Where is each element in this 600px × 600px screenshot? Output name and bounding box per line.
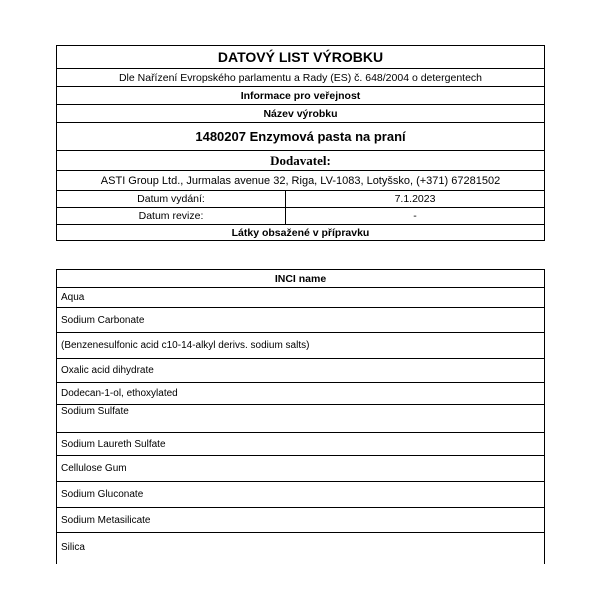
inci-cell: Dodecan-1-ol, ethoxylated (61, 388, 178, 399)
revision-date-label-cell (57, 208, 286, 224)
supplier-label-row (57, 151, 544, 171)
inci-cell: Sodium Carbonate (61, 314, 145, 326)
product-name-row (57, 123, 544, 151)
inci-cell: Cellulose Gum (61, 463, 127, 474)
table-row (57, 405, 544, 433)
inci-header-row (57, 270, 544, 288)
revision-date-label: Datum revize: (138, 210, 204, 222)
table-row (57, 482, 544, 508)
inci-cell: Aqua (61, 292, 85, 303)
table-row (57, 308, 544, 333)
inci-cell: Sodium Metasilicate (61, 514, 151, 526)
table-row (57, 288, 544, 308)
table-row (57, 533, 544, 565)
inci-cell: Sodium Sulfate (61, 406, 129, 417)
supplier-row (57, 171, 544, 191)
revision-date-value: - (413, 210, 417, 222)
issue-date-label-cell (57, 191, 286, 207)
inci-cell: Sodium Laureth Sulfate (61, 438, 166, 450)
inci-cell: Silica (61, 542, 85, 553)
inci-cell: (Benzenesulfonic acid c10-14-alkyl derivs. sodium salts) (61, 340, 310, 351)
substances-heading: Látky obsažené v přípravku (231, 226, 370, 239)
page-title: DATOVÝ LIST VÝROBKU (217, 49, 384, 65)
public-info-heading: Informace pro veřejnost (240, 89, 361, 102)
inci-table (56, 269, 545, 564)
table-row (57, 333, 544, 359)
table-row (57, 359, 544, 383)
inci-header: INCI name (274, 272, 327, 285)
supplier-info: ASTI Group Ltd., Jurmalas avenue 32, Riga, LV-1083, Lotyšsko, (+371) 67281502 (100, 174, 501, 187)
product-name: 1480207 Enzymová pasta na praní (195, 129, 406, 144)
substances-row (57, 225, 544, 240)
title-row (57, 46, 544, 69)
table-row (57, 383, 544, 405)
table-row (57, 508, 544, 533)
issue-date-value-cell (286, 191, 544, 207)
header-table (56, 45, 545, 241)
table-row (57, 433, 544, 456)
revision-date-value-cell (286, 208, 544, 224)
table-row (57, 456, 544, 482)
issue-date-row (57, 191, 544, 208)
regulation-text: Dle Nařízení Evropského parlamentu a Rady (ES) č. 648/2004 o detergentech (118, 71, 483, 84)
revision-date-row (57, 208, 544, 225)
issue-date-label: Datum vydání: (137, 193, 205, 205)
inci-cell: Sodium Gluconate (61, 489, 144, 500)
regulation-row (57, 69, 544, 87)
product-name-label: Název výrobku (263, 107, 338, 120)
supplier-label: Dodavatel: (270, 152, 331, 168)
issue-date-value: 7.1.2023 (394, 193, 436, 205)
inci-cell: Oxalic acid dihydrate (61, 365, 154, 376)
public-info-row (57, 87, 544, 105)
product-name-label-row (57, 105, 544, 123)
